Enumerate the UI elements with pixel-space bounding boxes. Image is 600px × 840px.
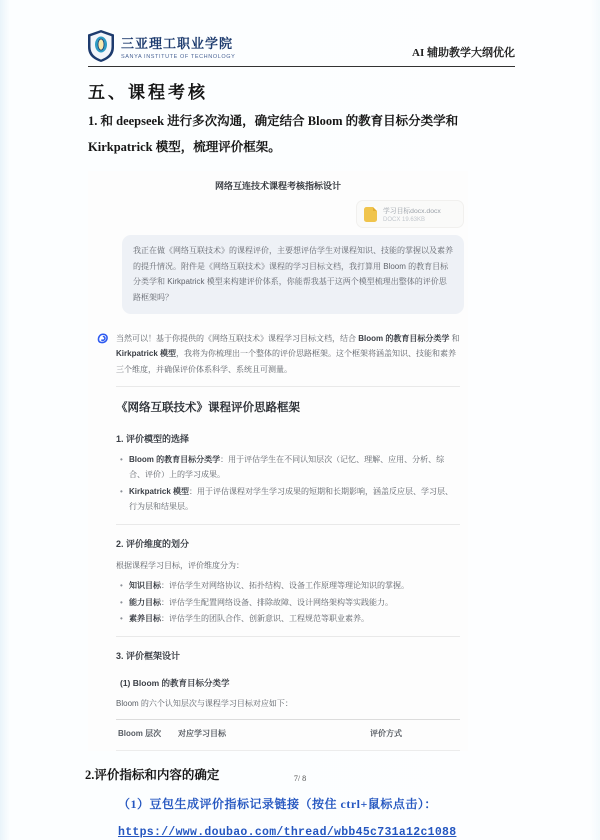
heading-2: 2.评价指标和内容的确定 — [85, 767, 220, 782]
attachment-meta: DOCX 19.63KB — [383, 217, 426, 224]
page-header — [0, 0, 600, 62]
list-item: • 能力目标：评估学生配置网络设备、排除故障、设计网络架构等实践能力。 — [120, 596, 460, 611]
table-header-cell: 对应学习目标 — [178, 728, 226, 738]
list-item: • Bloom 的教育目标分类学：用于评估学生在不同认知层次（记忆、理解、应用、分析、综合、评价）上的学习成果。 — [120, 453, 460, 483]
section2-intro: 根据课程学习目标，评价维度分为： — [116, 561, 244, 571]
attachment-name: 学习目标docx.docx — [383, 208, 441, 216]
section3-intro: Bloom 的六个认知层次与课程学习目标对应如下： — [116, 699, 293, 709]
section-heading: 五、课程考核 — [88, 83, 208, 102]
docx-file-icon — [364, 207, 377, 222]
list-item: • 知识目标：评估学生对网络协议、拓扑结构、设备工作原理等理论知识的掌握。 — [120, 579, 460, 594]
table-header-cell: Bloom 层次 — [118, 728, 162, 738]
page-number: 7/ 8 — [293, 774, 307, 783]
doubao-thread-link[interactable]: https://www.doubao.com/thread/wbb45c731a12c1088 — [118, 825, 457, 839]
divider — [116, 386, 460, 387]
school-shield-icon — [88, 30, 114, 62]
link-label: （1）豆包生成评价指标记录链接（按住 ctrl+鼠标点击）： — [118, 796, 437, 811]
bloom-table-header-row — [116, 719, 460, 751]
doubao-avatar-icon — [96, 332, 109, 345]
section1-heading: 1. 评价模型的选择 — [116, 433, 190, 444]
framework-title: 《网络互联技术》课程评价思路框架 — [116, 402, 300, 415]
user-message-bubble: 我正在做《网络互联技术》的课程评价，主要想评估学生对课程知识、技能的掌握以及素养的提升情况。附件是《网络互联技术》课程的学习目标文档，我打算用 Bloom 的教育目标分类学和 Kirkpatrick 模型来构建评价体系，你能帮我基于这两个模型梳理出整体的评价思路框架吗？ — [122, 235, 464, 313]
school-name: 三亚理工职业学院 — [121, 35, 234, 51]
divider — [116, 636, 460, 637]
section2-heading: 2. 评价维度的划分 — [116, 538, 190, 549]
dimension-bullet-list — [120, 579, 460, 627]
table-header-cell: 评价方式 — [370, 728, 402, 738]
model-bullet-list — [120, 453, 460, 514]
ai-intro-paragraph: 当然可以！基于你提供的《网络互联技术》课程学习目标文档，结合 Bloom 的教育目标分类学 和 Kirkpatrick 模型，我将为你梳理出一个整体的评价思路框架。这个框架将涵盖知识、技能和素养三个维度，并确保评价体系科学、系统且可测量。 — [116, 333, 460, 374]
list-item: • Kirkpatrick 模型：用于评估课程对学生学习成果的短期和长期影响，涵盖反应层、学习层、行为层和结果层。 — [120, 485, 460, 515]
divider — [116, 524, 460, 525]
header-rule — [88, 66, 515, 67]
chat-title: 网络互连技术课程考核指标设计 — [214, 181, 341, 192]
doc-header-title: AI 辅助教学大纲优化 — [412, 47, 515, 59]
school-logo — [88, 30, 235, 62]
embedded-chat-screenshot — [88, 171, 468, 751]
paragraph-1: 1. 和 deepseek 进行多次沟通，确定结合 Bloom 的教育目标分类学和 Kirkpatrick 模型，梳理评价框架。 — [88, 114, 459, 154]
section3-heading: 3. 评价框架设计 — [116, 651, 181, 662]
school-name-en: SANYA INSTITUTE OF TECHNOLOGY — [121, 53, 236, 60]
list-item: • 素养目标：评估学生的团队合作、创新意识、工程规范等职业素养。 — [120, 612, 460, 627]
attachment-chip — [356, 200, 464, 228]
ai-response — [92, 331, 464, 751]
section3-subheading: (1) Bloom 的教育目标分类学 — [120, 677, 230, 688]
